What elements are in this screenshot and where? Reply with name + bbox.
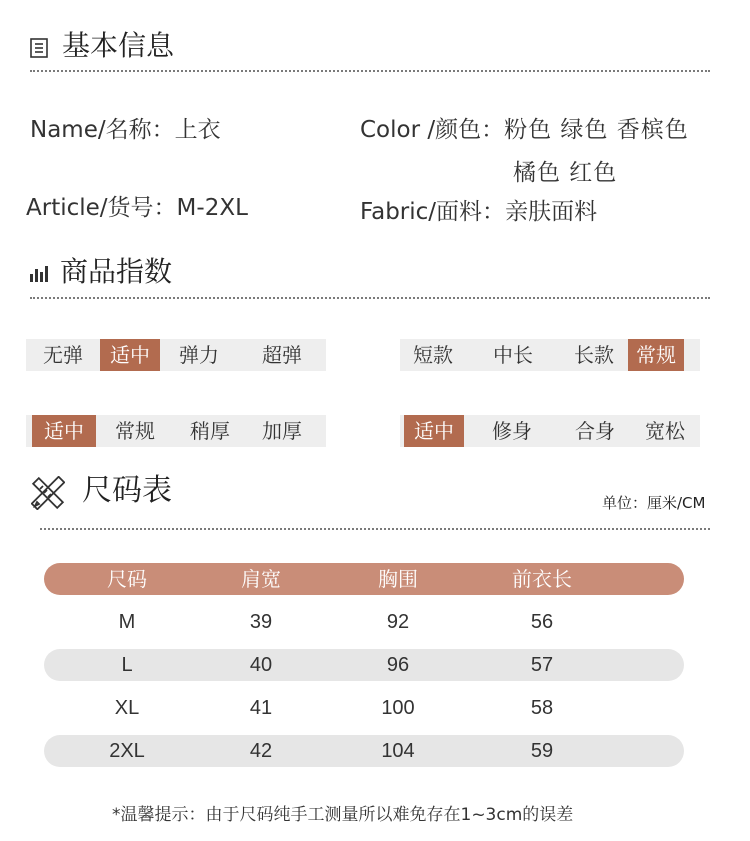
unit-label: 单位：厘米/CM xyxy=(602,494,706,512)
ruler-pencil-icon xyxy=(31,476,65,510)
name-label: Name/名称： xyxy=(30,117,175,143)
fabric-row xyxy=(360,196,597,228)
index-option: 超弹 xyxy=(262,343,302,367)
doc-list-icon xyxy=(30,38,48,58)
color-row xyxy=(360,114,689,146)
index-group-thickness xyxy=(26,415,326,447)
index-option: 弹力 xyxy=(179,343,219,367)
size-label: L xyxy=(121,654,133,676)
table-cell: 59 xyxy=(530,740,554,762)
name-value: 上衣 xyxy=(174,117,221,143)
divider xyxy=(40,528,710,530)
table-cell: 40 xyxy=(249,654,273,676)
table-cell: 100 xyxy=(381,697,415,719)
index-option: 常规 xyxy=(115,419,155,443)
table-cell: 92 xyxy=(386,611,410,633)
index-group-fit xyxy=(400,415,700,447)
table-cell: 42 xyxy=(249,740,273,762)
divider xyxy=(30,70,710,72)
fabric-label: Fabric/面料： xyxy=(360,199,506,225)
table-cell: 104 xyxy=(381,740,415,762)
size-label: XL xyxy=(114,697,140,719)
color-values-line2: 橘色 红色 xyxy=(513,160,618,186)
size-label: 2XL xyxy=(109,740,145,762)
index-option: 适中 xyxy=(32,415,96,447)
table-cell: 41 xyxy=(249,697,273,719)
table-cell: 56 xyxy=(530,611,554,633)
article-row xyxy=(26,192,248,224)
index-option: 适中 xyxy=(404,415,464,447)
table-cell: 96 xyxy=(386,654,410,676)
table-cell: 39 xyxy=(249,611,273,633)
index-option: 短款 xyxy=(413,343,453,367)
index-group-length xyxy=(400,339,700,371)
index-option: 宽松 xyxy=(645,419,685,443)
divider xyxy=(30,297,710,299)
index-option: 长款 xyxy=(574,343,614,367)
index-title: 商品指数 xyxy=(60,255,173,288)
table-cell: 57 xyxy=(530,654,554,676)
color-values: 粉色 绿色 香槟色 xyxy=(504,117,689,143)
article-label: Article/货号： xyxy=(26,195,177,221)
column-header: 前衣长 xyxy=(512,567,572,591)
size-label: M xyxy=(118,611,136,633)
column-header: 胸围 xyxy=(378,567,418,591)
color-label: Color /颜色： xyxy=(360,117,505,143)
column-header: 肩宽 xyxy=(241,567,281,591)
table-cell: 58 xyxy=(530,697,554,719)
article-value: M-2XL xyxy=(176,195,248,221)
index-option: 中长 xyxy=(493,343,533,367)
name-row xyxy=(30,114,221,146)
size-chart-title: 尺码表 xyxy=(82,473,172,508)
index-option: 常规 xyxy=(628,339,684,371)
index-option: 合身 xyxy=(575,419,615,443)
measurement-note: *温馨提示：由于尺码纯手工测量所以难免存在1~3cm的误差 xyxy=(112,805,574,825)
index-option: 适中 xyxy=(100,339,160,371)
index-option: 修身 xyxy=(492,419,532,443)
index-option: 稍厚 xyxy=(190,419,230,443)
index-option: 无弹 xyxy=(43,343,83,367)
basic-info-title: 基本信息 xyxy=(62,29,175,62)
fabric-value: 亲肤面料 xyxy=(505,199,598,225)
column-header: 尺码 xyxy=(107,567,147,591)
index-group-elasticity xyxy=(26,339,326,371)
bar-chart-icon xyxy=(30,266,48,282)
index-option: 加厚 xyxy=(262,419,302,443)
